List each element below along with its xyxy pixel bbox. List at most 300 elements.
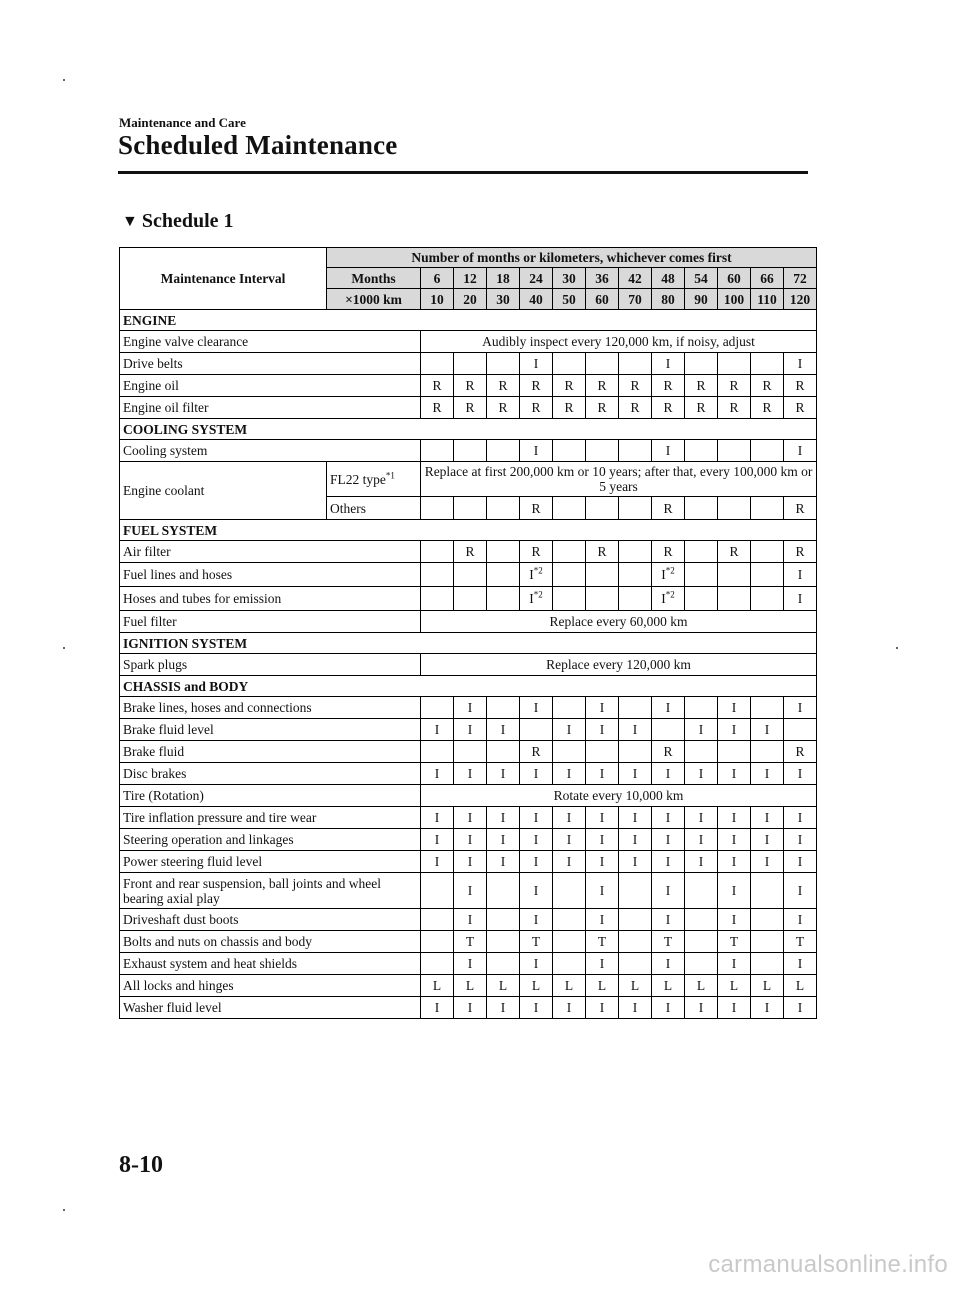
cell-text: L [465,978,475,993]
cell-text: R [696,400,706,415]
km-value [454,289,487,310]
table-row [120,873,817,909]
interval-cell [718,697,751,719]
interval-cell [487,741,520,763]
cell-text: I [698,810,704,825]
cell-text: I [731,912,737,927]
table-row [120,563,817,587]
interval-cell [685,953,718,975]
interval-cell [751,763,784,785]
cell-text: 20 [463,291,477,307]
interval-cell [685,397,718,419]
span-note [421,462,817,497]
cell-text: I [797,700,803,715]
cell-text: I [434,832,440,847]
cell-text: I [533,443,539,458]
km-value [718,289,751,310]
interval-cell [619,541,652,563]
cell-text: 30 [562,270,576,286]
cell-text: I [731,700,737,715]
cell-text: Disc brakes [123,766,187,781]
cell-text: L [729,978,739,993]
header-row [120,248,817,268]
table-row [120,654,817,676]
interval-cell [619,829,652,851]
cell-text: 48 [661,270,675,286]
km-value [553,289,586,310]
cell-text: R [465,544,475,559]
item-label [120,851,421,873]
interval-cell [553,953,586,975]
cell-text: 24 [529,270,543,286]
interval-cell [751,563,784,587]
interval-cell [520,975,553,997]
cell-text: 10 [430,291,444,307]
cell-text: I [533,912,539,927]
cell-text: I [500,810,506,825]
cell-text: R [531,500,541,516]
month-value [685,268,718,289]
table-row [120,807,817,829]
interval-cell [454,829,487,851]
footnote-marker: *1 [385,470,395,480]
interval-cell [421,541,454,563]
cell-text: Steering operation and linkages [123,832,294,847]
category-label [120,310,817,331]
cell-text: Tire inflation pressure and tire wear [123,810,317,825]
cell-text: I [529,567,534,582]
interval-cell [784,375,817,397]
interval-cell [652,697,685,719]
cell-text: R [762,378,772,393]
cell-text: I [566,854,572,869]
cell-text: 72 [793,270,807,286]
interval-cell [751,375,784,397]
cell-text: I [500,1000,506,1015]
cell-text: R [531,544,541,559]
cell-text: R [630,378,640,393]
cell-text: I [764,766,770,781]
cell-text: 90 [694,291,708,307]
interval-cell [586,697,619,719]
table-row [120,909,817,931]
cell-text: I [434,854,440,869]
interval-cell [619,497,652,520]
cell-text: L [564,978,574,993]
cell-text: R [597,544,607,559]
interval-cell [784,587,817,611]
cell-text: Engine coolant [123,483,205,498]
cell-text: Months [351,270,396,286]
cell-text: 110 [757,291,777,307]
cell-text: I [533,956,539,971]
cell-text: I [731,854,737,869]
interval-cell [619,931,652,953]
cell-text: Brake lines, hoses and connections [123,700,312,715]
interval-cell [520,541,553,563]
interval-cell [487,909,520,931]
interval-cell [718,541,751,563]
cell-text: Bolts and nuts on chassis and body [123,934,312,949]
interval-cell [586,375,619,397]
interval-cell [421,563,454,587]
table-row [120,697,817,719]
category-row [120,520,817,541]
cell-text: T [663,934,673,949]
interval-cell [652,807,685,829]
interval-cell [520,587,553,611]
interval-span-header [327,248,817,268]
interval-cell [421,807,454,829]
interval-cell [784,807,817,829]
cell-text: Brake fluid level [123,722,214,737]
cell-text: L [696,978,706,993]
km-value [421,289,454,310]
month-value [619,268,652,289]
cell-text: I [434,722,440,737]
item-label [120,397,421,419]
interval-cell [685,763,718,785]
table-row [120,397,817,419]
cell-text: R [663,378,673,393]
interval-cell [520,353,553,375]
interval-cell [454,541,487,563]
cell-text: R [663,400,673,415]
interval-cell [652,873,685,909]
cell-text: Tire (Rotation) [123,788,204,803]
span-note [421,611,817,633]
table-row [120,763,817,785]
interval-cell [718,829,751,851]
interval-cell [751,807,784,829]
table-row [120,440,817,462]
triangle-down-icon: ▼ [122,212,138,230]
cell-text: Exhaust system and heat shields [123,956,297,971]
cell-text: I [797,883,803,898]
schedule-heading-text: Schedule 1 [141,210,234,232]
interval-cell [421,697,454,719]
cell-text: I [566,722,572,737]
interval-cell [454,807,487,829]
registration-mark [63,1209,65,1211]
interval-cell [751,541,784,563]
month-value [751,268,784,289]
maintenance-schedule-table [119,247,817,1019]
km-value [751,289,784,310]
interval-cell [685,587,718,611]
interval-cell [751,497,784,520]
cell-text: CHASSIS and BODY [123,678,249,694]
cell-text: R [564,378,574,393]
cell-text: R [465,378,475,393]
interval-cell [718,587,751,611]
interval-cell [718,975,751,997]
cell-text: R [531,400,541,415]
interval-cell [454,375,487,397]
item-label [120,909,421,931]
cell-text: L [597,978,607,993]
interval-cell [553,931,586,953]
cell-text: ENGINE [123,312,177,328]
cell-text: I [599,854,605,869]
section-label: Maintenance and Care [119,115,246,130]
interval-cell [685,807,718,829]
cell-text: Rotate every 10,000 km [553,788,684,803]
interval-cell [685,541,718,563]
interval-cell [487,587,520,611]
span-note [421,654,817,676]
interval-cell [718,807,751,829]
cell-text: I [533,700,539,715]
cell-text: I [797,832,803,847]
interval-cell [487,807,520,829]
interval-cell [751,587,784,611]
watermark: carmanualsonline.info [708,1251,948,1278]
km-value [619,289,652,310]
interval-cell [619,807,652,829]
interval-cell [553,851,586,873]
interval-cell [751,909,784,931]
item-label [120,541,421,563]
cell-text: I [698,766,704,781]
cell-text: R [432,400,442,415]
cell-text: R [597,378,607,393]
cell-text: 54 [694,270,708,286]
cell-text: I [467,854,473,869]
interval-cell [586,563,619,587]
cell-text: I [529,591,534,606]
cell-text: R [663,500,673,516]
item-label [120,807,421,829]
cell-text: I [467,810,473,825]
cell-text: I [731,883,737,898]
interval-cell [718,851,751,873]
cell-text: I [632,766,638,781]
cell-text: ×1000 km [345,291,402,307]
cell-text: R [663,544,673,559]
interval-cell [652,829,685,851]
table-row [120,353,817,375]
interval-cell [652,719,685,741]
interval-cell [487,719,520,741]
interval-cell [652,741,685,763]
cell-text: I [731,956,737,971]
month-value [487,268,520,289]
cell-text: I [599,832,605,847]
interval-cell [619,563,652,587]
interval-cell [553,975,586,997]
cell-text: R [729,378,739,393]
cell-text: I [566,832,572,847]
cell-text: R [531,744,541,759]
footnote-marker: *2 [665,589,675,600]
interval-cell [520,807,553,829]
cell-text: R [795,744,805,759]
interval-cell [685,697,718,719]
cell-text: I [665,443,671,458]
interval-cell [421,873,454,909]
interval-cell [487,440,520,462]
cell-text: Audibly inspect every 120,000 km, if noisy, adjust [482,334,755,349]
interval-cell [586,807,619,829]
cell-text: I [797,443,803,458]
cell-text: L [663,978,673,993]
item-label [120,997,421,1019]
interval-cell [652,497,685,520]
interval-cell [487,953,520,975]
cell-text: I [599,722,605,737]
interval-cell [520,763,553,785]
interval-cell [487,497,520,520]
cell-text: I [797,956,803,971]
interval-cell [718,909,751,931]
interval-cell [751,851,784,873]
interval-cell [553,997,586,1019]
cell-text: I [467,766,473,781]
interval-cell [520,873,553,909]
interval-cell [553,909,586,931]
cell-text: I [665,766,671,781]
cell-text: I [467,1000,473,1015]
interval-cell [652,563,685,587]
cell-text: FL22 type [330,471,386,487]
cell-text: 100 [723,291,745,307]
interval-cell [520,829,553,851]
cell-text: R [630,400,640,415]
interval-cell [718,873,751,909]
cell-text: R [795,500,805,516]
cell-text: I [797,912,803,927]
cell-text: I [467,883,473,898]
interval-cell [784,719,817,741]
interval-cell [520,563,553,587]
interval-cell [751,829,784,851]
cell-text: R [795,544,805,559]
interval-cell [685,829,718,851]
month-value [553,268,586,289]
interval-cell [421,497,454,520]
interval-cell [784,697,817,719]
interval-cell [718,763,751,785]
item-label [120,563,421,587]
interval-cell [619,873,652,909]
cell-text: I [764,832,770,847]
category-row [120,633,817,654]
interval-cell [619,375,652,397]
cell-text: L [432,978,442,993]
cell-text: R [498,378,508,393]
interval-cell [454,697,487,719]
interval-cell [520,909,553,931]
cell-text: I [665,956,671,971]
footnote-marker: *2 [665,565,675,576]
interval-cell [751,931,784,953]
cell-text: 36 [595,270,609,286]
page-number: 8-10 [119,1152,163,1178]
cell-text: R [729,400,739,415]
cell-text: R [465,400,475,415]
interval-cell [520,440,553,462]
cell-text: I [434,810,440,825]
table-row [120,587,817,611]
category-label [120,633,817,654]
interval-cell [454,497,487,520]
interval-cell [652,975,685,997]
months-label [327,268,421,289]
interval-cell [421,440,454,462]
cell-text: 70 [628,291,642,307]
item-label [120,931,421,953]
cell-text: I [665,883,671,898]
cell-text: I [665,832,671,847]
registration-mark [896,647,898,649]
cell-text: I [632,1000,638,1015]
km-value [586,289,619,310]
span-note [421,331,817,353]
cell-text: I [665,700,671,715]
cell-text: T [795,934,805,949]
interval-cell [454,397,487,419]
cell-text: R [531,378,541,393]
cell-text: Number of months or kilometers, whichever comes first [411,250,732,265]
interval-cell [619,953,652,975]
cell-text: Engine valve clearance [123,334,249,349]
interval-cell [685,497,718,520]
item-label [120,763,421,785]
item-label [120,953,421,975]
interval-cell [718,719,751,741]
item-label [120,719,421,741]
month-value [784,268,817,289]
cell-text: Engine oil filter [123,400,209,415]
registration-mark [63,647,65,649]
interval-cell [520,953,553,975]
cell-text: Others [330,500,367,516]
interval-cell [652,541,685,563]
interval-cell [421,909,454,931]
cell-text: IGNITION SYSTEM [123,635,248,651]
interval-cell [784,353,817,375]
cell-text: Replace at first 200,000 km or 10 years; after that, every 100,000 km or 5 years [424,464,813,494]
interval-cell [718,931,751,953]
cell-text: I [599,956,605,971]
interval-cell [454,997,487,1019]
cell-text: I [731,832,737,847]
interval-cell [454,587,487,611]
table-row [120,719,817,741]
table-row [120,375,817,397]
category-label [120,676,817,697]
month-value [421,268,454,289]
interval-cell [487,851,520,873]
interval-cell [586,440,619,462]
interval-cell [685,719,718,741]
cell-text: I [467,956,473,971]
interval-cell [718,563,751,587]
cell-text: T [729,934,739,949]
registration-mark [63,79,65,81]
cell-text: R [432,378,442,393]
interval-cell [421,975,454,997]
cell-text: L [795,978,805,993]
interval-cell [784,497,817,520]
km-label [327,289,421,310]
cell-text: I [797,854,803,869]
schedule-heading [122,210,234,233]
interval-cell [553,873,586,909]
cell-text: I [599,810,605,825]
interval-cell [718,375,751,397]
